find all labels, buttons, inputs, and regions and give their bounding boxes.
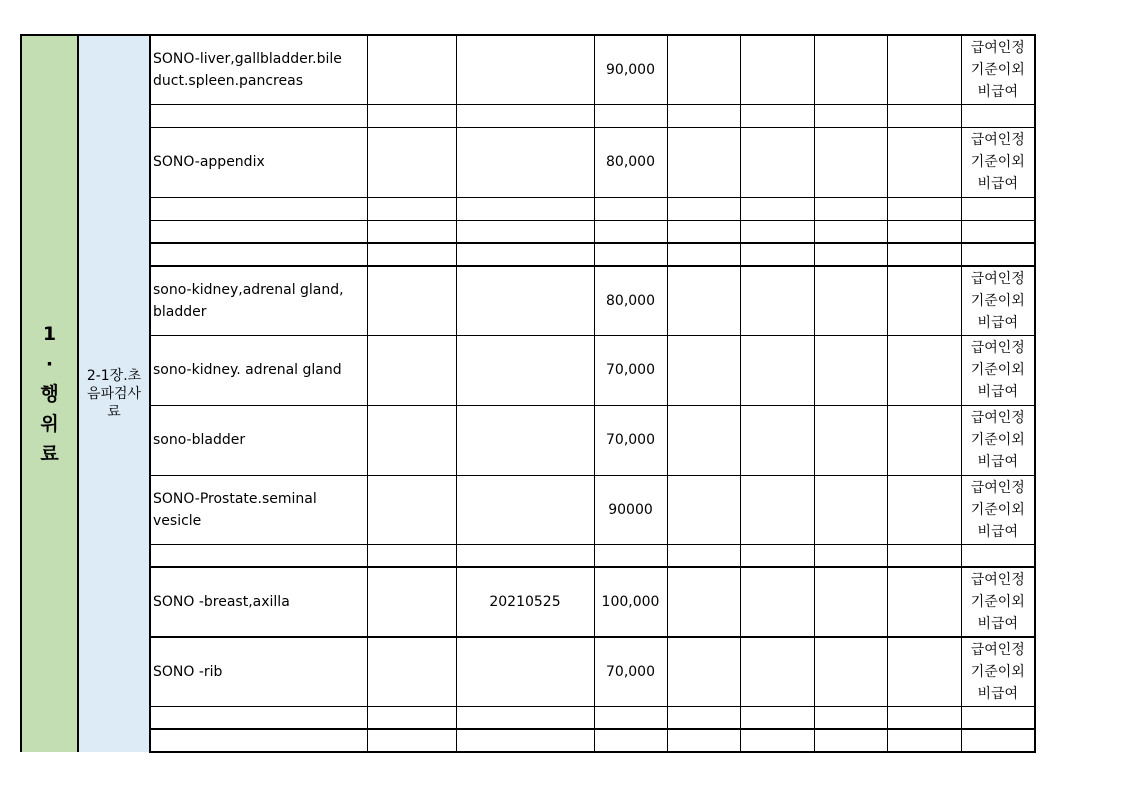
item-note — [961, 127, 1035, 197]
empty-cell — [740, 197, 814, 220]
empty-cell — [367, 729, 456, 752]
empty-cell — [367, 127, 456, 197]
item-name — [150, 197, 367, 220]
empty-cell — [814, 127, 887, 197]
empty-cell — [667, 35, 740, 104]
item-date — [456, 544, 594, 567]
category-level2 — [78, 35, 150, 752]
category-level1-line: 1 — [42, 323, 57, 345]
item-price — [594, 706, 667, 729]
item-date — [456, 266, 594, 335]
empty-cell — [814, 729, 887, 752]
item-price: 100,000 — [594, 567, 667, 637]
item-note — [961, 637, 1035, 706]
empty-cell — [887, 729, 961, 752]
item-date — [456, 35, 594, 104]
empty-cell — [887, 637, 961, 706]
empty-cell — [887, 335, 961, 405]
table-row — [21, 266, 1035, 335]
item-date — [456, 104, 594, 127]
item-date — [456, 335, 594, 405]
empty-cell — [667, 266, 740, 335]
table-row — [21, 104, 1035, 127]
empty-cell — [814, 475, 887, 544]
empty-cell — [740, 567, 814, 637]
item-date — [456, 220, 594, 243]
item-note — [961, 266, 1035, 335]
empty-cell — [887, 127, 961, 197]
empty-cell — [740, 544, 814, 567]
item-note — [961, 706, 1035, 729]
empty-cell — [667, 637, 740, 706]
item-name — [150, 243, 367, 266]
item-note-text: 급여인정기준이외비급여 — [970, 340, 1025, 400]
empty-cell — [667, 335, 740, 405]
empty-cell — [740, 475, 814, 544]
empty-cell — [887, 266, 961, 335]
item-note — [961, 197, 1035, 220]
item-name: sono-bladder — [150, 405, 367, 475]
item-name: SONO -rib — [150, 637, 367, 706]
item-date — [456, 197, 594, 220]
empty-cell — [667, 104, 740, 127]
empty-cell — [367, 220, 456, 243]
item-note-text: 급여인정기준이외비급여 — [970, 39, 1025, 100]
item-name: SONO-liver,gallbladder.bile duct.spleen.pancreas — [150, 35, 367, 104]
item-note — [961, 544, 1035, 567]
item-date — [456, 637, 594, 706]
category-level1-line: 료 — [40, 443, 59, 465]
item-note-text: 급여인정기준이외비급여 — [970, 641, 1025, 702]
empty-cell — [740, 637, 814, 706]
fee-table — [20, 34, 1036, 753]
item-price — [594, 197, 667, 220]
table-row — [21, 475, 1035, 544]
empty-cell — [667, 243, 740, 266]
empty-cell — [740, 35, 814, 104]
empty-cell — [367, 104, 456, 127]
empty-cell — [887, 544, 961, 567]
item-date — [456, 243, 594, 266]
category-level2-label: 2-1장.초음파검사료 — [86, 368, 142, 420]
empty-cell — [814, 220, 887, 243]
empty-cell — [814, 405, 887, 475]
item-name — [150, 104, 367, 127]
item-price — [594, 220, 667, 243]
empty-cell — [887, 706, 961, 729]
fee-schedule-sheet — [20, 34, 1036, 753]
item-price — [594, 243, 667, 266]
item-note — [961, 475, 1035, 544]
item-note — [961, 35, 1035, 104]
item-note-text: 급여인정기준이외비급여 — [970, 479, 1025, 540]
empty-cell — [367, 544, 456, 567]
item-note-text: 급여인정기준이외비급여 — [970, 270, 1025, 331]
table-row — [21, 637, 1035, 706]
empty-cell — [814, 706, 887, 729]
empty-cell — [740, 266, 814, 335]
empty-cell — [740, 220, 814, 243]
empty-cell — [887, 567, 961, 637]
empty-cell — [814, 335, 887, 405]
category-level1-line: · — [45, 353, 54, 375]
empty-cell — [367, 637, 456, 706]
empty-cell — [740, 243, 814, 266]
empty-cell — [667, 127, 740, 197]
empty-cell — [367, 475, 456, 544]
empty-cell — [740, 335, 814, 405]
empty-cell — [814, 637, 887, 706]
item-price: 80,000 — [594, 266, 667, 335]
item-note — [961, 567, 1035, 637]
empty-cell — [367, 197, 456, 220]
item-price: 80,000 — [594, 127, 667, 197]
empty-cell — [667, 475, 740, 544]
item-note-text: 급여인정기준이외비급여 — [970, 410, 1025, 470]
empty-cell — [814, 544, 887, 567]
empty-cell — [887, 405, 961, 475]
item-price: 70,000 — [594, 335, 667, 405]
empty-cell — [667, 197, 740, 220]
item-date: 20210525 — [456, 567, 594, 637]
table-row — [21, 335, 1035, 405]
item-price — [594, 729, 667, 752]
item-date — [456, 405, 594, 475]
table-row — [21, 127, 1035, 197]
table-row — [21, 706, 1035, 729]
empty-cell — [814, 104, 887, 127]
item-price: 90,000 — [594, 35, 667, 104]
empty-cell — [814, 266, 887, 335]
item-name: SONO-Prostate.seminal vesicle — [150, 475, 367, 544]
item-note — [961, 335, 1035, 405]
item-price: 90000 — [594, 475, 667, 544]
table-row — [21, 729, 1035, 752]
empty-cell — [814, 197, 887, 220]
item-name: sono-kidney. adrenal gland — [150, 335, 367, 405]
empty-cell — [367, 567, 456, 637]
empty-cell — [814, 567, 887, 637]
table-row — [21, 405, 1035, 475]
item-price: 70,000 — [594, 405, 667, 475]
table-row — [21, 567, 1035, 637]
item-date — [456, 475, 594, 544]
empty-cell — [667, 544, 740, 567]
item-date — [456, 127, 594, 197]
table-row — [21, 197, 1035, 220]
empty-cell — [887, 35, 961, 104]
empty-cell — [367, 266, 456, 335]
empty-cell — [887, 197, 961, 220]
item-price — [594, 104, 667, 127]
item-name — [150, 706, 367, 729]
item-note — [961, 243, 1035, 266]
empty-cell — [814, 35, 887, 104]
empty-cell — [740, 405, 814, 475]
empty-cell — [667, 567, 740, 637]
empty-cell — [367, 243, 456, 266]
item-date — [456, 729, 594, 752]
empty-cell — [740, 104, 814, 127]
item-name: SONO-appendix — [150, 127, 367, 197]
table-row — [21, 220, 1035, 243]
table-row — [21, 35, 1035, 104]
item-name — [150, 729, 367, 752]
empty-cell — [367, 405, 456, 475]
table-row — [21, 544, 1035, 567]
empty-cell — [887, 243, 961, 266]
item-price: 70,000 — [594, 637, 667, 706]
empty-cell — [740, 127, 814, 197]
empty-cell — [667, 706, 740, 729]
item-name: sono-kidney,adrenal gland, bladder — [150, 266, 367, 335]
empty-cell — [667, 220, 740, 243]
item-note — [961, 729, 1035, 752]
empty-cell — [887, 475, 961, 544]
empty-cell — [740, 706, 814, 729]
empty-cell — [367, 35, 456, 104]
category-level1-line: 행 — [40, 383, 59, 405]
table-row — [21, 243, 1035, 266]
empty-cell — [814, 243, 887, 266]
item-date — [456, 706, 594, 729]
item-note — [961, 220, 1035, 243]
empty-cell — [667, 729, 740, 752]
item-name: SONO -breast,axilla — [150, 567, 367, 637]
empty-cell — [367, 335, 456, 405]
category-level1-line: 위 — [40, 413, 59, 435]
category-level1 — [21, 35, 78, 752]
empty-cell — [667, 405, 740, 475]
item-note-text: 급여인정기준이외비급여 — [970, 132, 1025, 192]
empty-cell — [740, 729, 814, 752]
item-note-text: 급여인정기준이외비급여 — [970, 572, 1025, 632]
item-note — [961, 104, 1035, 127]
empty-cell — [887, 104, 961, 127]
item-price — [594, 544, 667, 567]
empty-cell — [367, 706, 456, 729]
item-note — [961, 405, 1035, 475]
item-name — [150, 220, 367, 243]
item-name — [150, 544, 367, 567]
empty-cell — [887, 220, 961, 243]
